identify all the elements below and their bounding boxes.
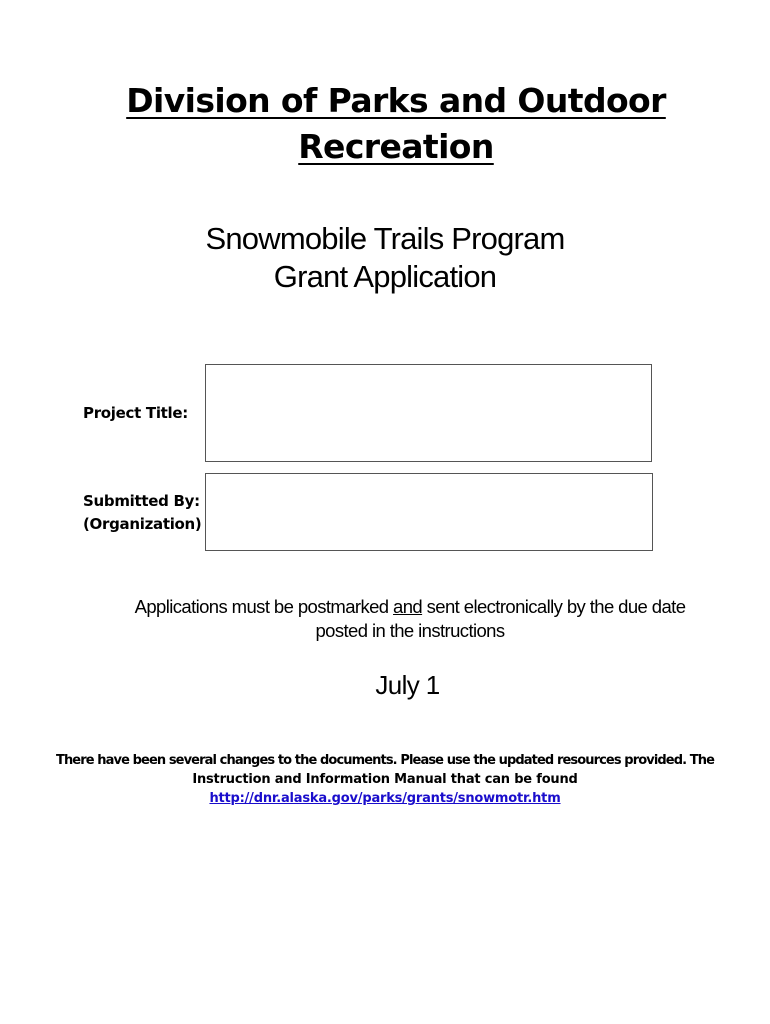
notice-emphasis: and [393,596,423,617]
title-line-1: Division of Parks and Outdoor [126,81,666,120]
organization-label: (Organization) [83,515,202,533]
notice-line-1 [0,595,770,619]
submitted-by-field[interactable] [205,473,653,551]
submitted-by-label [83,490,202,536]
due-date: July 1 [375,670,440,700]
title-line-2: Recreation [298,127,494,166]
notice-line-2: posted in the instructions [315,620,505,641]
application-type: Grant Application [273,259,497,294]
project-title-label: Project Title: [83,404,188,422]
footer-notice [0,751,770,808]
document-title [0,78,770,170]
notice-part-2: sent electronically by the due date [422,596,686,617]
project-title-field[interactable] [205,364,652,462]
notice-part-1: Applications must be postmarked [134,596,394,617]
program-subtitle [0,220,770,296]
submission-notice [0,595,770,643]
footer-line-2: Instruction and Information Manual that can be found [192,772,578,787]
manual-link[interactable]: http://dnr.alaska.gov/parks/grants/snowmotr.htm [209,791,561,806]
submitted-by-text: Submitted By: [83,492,200,510]
footer-line-1: There have been several changes to the documents. Please use the updated resources provided. The [55,753,715,768]
program-name: Snowmobile Trails Program [205,221,565,256]
